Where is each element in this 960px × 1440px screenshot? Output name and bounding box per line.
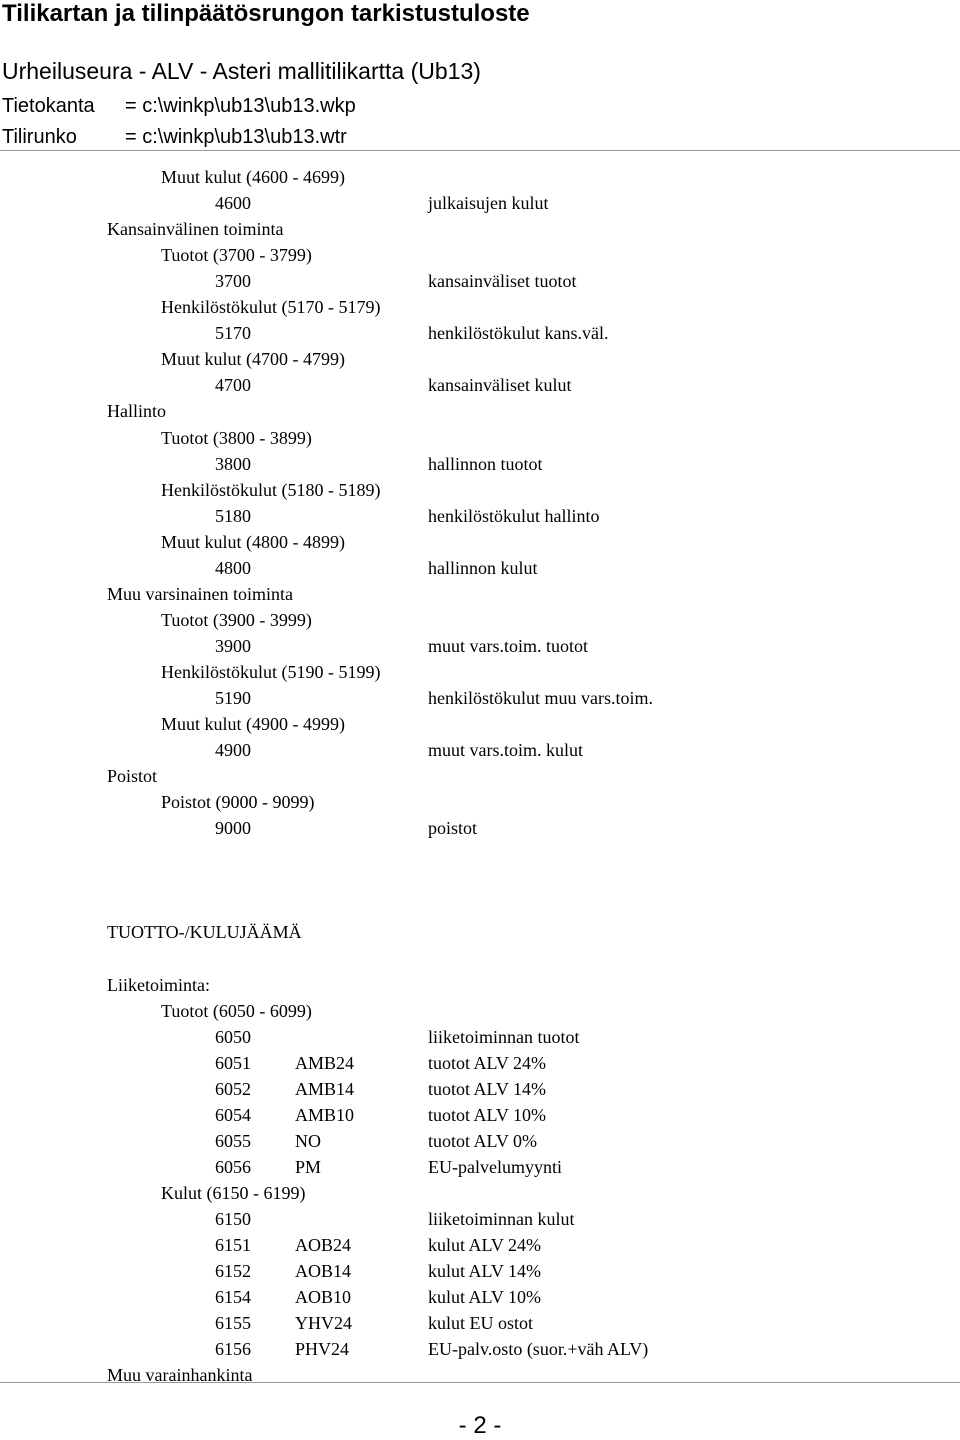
account-number: 6050 [215,1026,251,1047]
account-row [0,815,960,841]
subgroup-label: Kulut (6150 - 6199) [161,1182,306,1203]
subgroup-label: Tuotot (3800 - 3899) [161,427,312,448]
subgroup-heading [0,164,960,190]
account-row [0,1128,960,1154]
vat-code: PM [295,1156,322,1177]
group-label: Hallinto [107,401,166,422]
subgroup-heading [0,425,960,451]
account-number: 6051 [215,1052,251,1073]
account-number: 6054 [215,1104,251,1125]
account-number: 4600 [215,193,251,214]
account-row [0,555,960,581]
database-path: = c:\winkp\ub13\ub13.wkp [125,95,356,117]
vat-code: NO [295,1130,321,1151]
vat-code: AMB24 [295,1052,355,1073]
subgroup-label: Muut kulut (4700 - 4799) [161,349,345,370]
subgroup-heading [0,789,960,815]
subgroup-heading [0,711,960,737]
account-row [0,503,960,529]
account-row [0,1154,960,1180]
account-description: tuotot ALV 10% [428,1104,547,1125]
subgroup-label: Tuotot (6050 - 6099) [161,1000,312,1021]
account-row [0,1336,960,1362]
account-description: muut vars.toim. tuotot [428,635,588,656]
subgroup-heading [0,998,960,1024]
account-number: 3700 [215,271,251,292]
vat-code: AOB24 [295,1235,352,1256]
blank-line [0,841,960,867]
subgroup-heading [0,659,960,685]
subgroup-heading [0,529,960,555]
account-description: hallinnon tuotot [428,453,543,474]
account-description: hallinnon kulut [428,557,538,578]
group-heading [0,581,960,607]
vat-code: AMB14 [295,1078,355,1099]
account-description: poistot [428,818,478,839]
account-number: 6155 [215,1313,251,1334]
account-row [0,1310,960,1336]
group-heading [0,763,960,789]
subgroup-heading [0,477,960,503]
account-row [0,1102,960,1128]
subgroup-label: Tuotot (3700 - 3799) [161,245,312,266]
blank-line [0,893,960,919]
account-number: 6154 [215,1287,251,1308]
account-number: 6152 [215,1261,251,1282]
account-row [0,1284,960,1310]
account-description: henkilöstökulut hallinto [428,505,600,526]
group-heading [0,972,960,998]
report-title: Tilikartan ja tilinpäätösrungon tarkistustuloste [2,0,530,27]
group-label: Muu varsinainen toiminta [107,583,293,604]
database-label: Tietokanta [2,95,95,117]
account-description: henkilöstökulut kans.väl. [428,323,609,344]
chart-file-path: = c:\winkp\ub13\ub13.wtr [125,126,347,148]
blank-line [0,867,960,893]
account-description: kansainväliset kulut [428,375,572,396]
group-label: Liiketoiminta: [107,974,210,995]
account-row [0,633,960,659]
vat-code: AMB10 [295,1104,355,1125]
account-number: 6150 [215,1209,251,1229]
account-row [0,320,960,346]
account-row [0,1258,960,1284]
account-number: 5180 [215,505,251,526]
group-label: TUOTTO-/KULUJÄÄMÄ [107,922,302,943]
account-number: 5190 [215,688,251,708]
account-description: kulut ALV 14% [428,1261,542,1282]
account-row [0,1206,960,1232]
subgroup-heading [0,242,960,268]
vat-code: YHV24 [295,1313,352,1334]
subgroup-label: Muut kulut (4900 - 4999) [161,714,345,735]
account-description: tuotot ALV 0% [428,1130,538,1151]
vat-code: PHV24 [295,1339,350,1360]
account-number: 3900 [215,635,251,656]
account-number: 9000 [215,818,251,839]
group-heading [0,1362,960,1388]
account-row [0,1076,960,1102]
account-row [0,1024,960,1050]
account-number: 6056 [215,1156,251,1177]
vat-code: AOB14 [295,1261,352,1282]
account-row [0,737,960,763]
footer-divider [0,1382,960,1383]
group-heading [0,216,960,242]
account-description: kulut ALV 10% [428,1287,542,1308]
subgroup-label: Poistot (9000 - 9099) [161,792,315,813]
group-heading [0,398,960,424]
group-label: Muu varainhankinta [107,1365,253,1386]
account-row [0,451,960,477]
account-description: henkilöstökulut muu vars.toim. [428,688,653,708]
account-number: 4800 [215,557,251,578]
account-number: 4700 [215,375,251,396]
group-heading [0,919,960,945]
account-number: 5170 [215,323,251,344]
account-row [0,1232,960,1258]
subgroup-label: Henkilöstökulut (5180 - 5189) [161,479,381,500]
subgroup-heading [0,346,960,372]
account-description: kulut ALV 24% [428,1235,542,1256]
account-row [0,685,960,711]
vat-code: AOB10 [295,1287,352,1308]
account-description: tuotot ALV 14% [428,1078,547,1099]
chart-file-label: Tilirunko [2,126,77,148]
account-number: 6151 [215,1235,251,1256]
account-description: kulut EU ostot [428,1313,534,1334]
account-row [0,372,960,398]
subgroup-label: Muut kulut (4800 - 4899) [161,531,345,552]
account-description: EU-palv.osto (suor.+väh ALV) [428,1339,649,1360]
account-row [0,268,960,294]
organization-name: Urheiluseura - ALV - Asteri mallitilikartta (Ub13) [2,58,481,84]
subgroup-heading [0,294,960,320]
account-number: 3800 [215,453,251,474]
account-description: julkaisujen kulut [428,193,549,214]
subgroup-label: Henkilöstökulut (5170 - 5179) [161,297,381,318]
subgroup-label: Tuotot (3900 - 3999) [161,609,312,630]
account-description: tuotot ALV 24% [428,1052,547,1073]
subgroup-label: Muut kulut (4600 - 4699) [161,167,345,187]
account-description: kansainväliset tuotot [428,271,577,292]
account-description: liiketoiminnan kulut [428,1209,575,1229]
account-description: muut vars.toim. kulut [428,740,583,761]
group-label: Poistot [107,766,158,787]
account-row [0,1050,960,1076]
page-number: - 2 - [458,1412,502,1439]
group-label: Kansainvälinen toiminta [107,219,284,240]
account-row [0,190,960,216]
account-description: liiketoiminnan tuotot [428,1026,580,1047]
account-number: 6156 [215,1339,251,1360]
blank-line [0,946,960,972]
account-number: 6055 [215,1130,251,1151]
account-number: 4900 [215,740,251,761]
subgroup-heading [0,1180,960,1206]
subgroup-label: Henkilöstökulut (5190 - 5199) [161,661,381,682]
account-description: EU-palvelumyynti [428,1156,562,1177]
subgroup-heading [0,607,960,633]
header-divider [0,150,960,151]
account-number: 6052 [215,1078,251,1099]
